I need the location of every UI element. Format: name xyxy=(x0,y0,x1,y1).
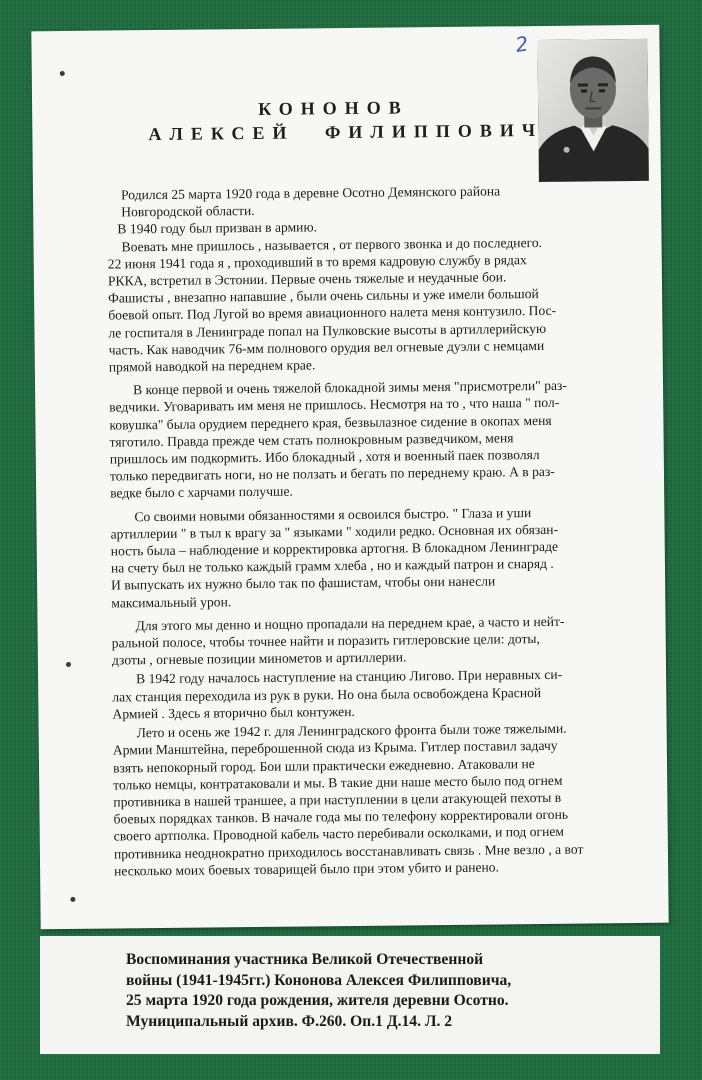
text-line: противника неоднократно приходилось восстанавливать связь . Мне везло , а вот xyxy=(113,841,584,862)
paragraph xyxy=(110,503,630,612)
text-line: ковушка" была орудием переднего края, безвылазное сидение в окопах меня xyxy=(109,412,552,433)
text-line: И выпускать их нужно было так по фашистам, чтобы они нанесли xyxy=(111,573,496,593)
document-sheet xyxy=(31,25,668,930)
paragraph xyxy=(112,666,632,723)
text-line: лах станция переходила из рук в руки. Но она была освобождена Красной xyxy=(112,684,542,705)
text-line: Для этого мы денно и нощно пропадали на переднем крае, а часто и нейт- xyxy=(135,613,565,634)
caption-line: 25 марта 1920 года рождения, жителя деревни Осотно. xyxy=(126,992,509,1009)
paragraph xyxy=(113,719,634,879)
handwritten-page-number: 2 xyxy=(513,31,530,57)
paragraph xyxy=(111,612,631,669)
text-line: Армии Манштейна, переброшенной сюда из Крыма. Гитлер поставил задачу xyxy=(112,738,558,758)
caption-line: Воспоминания участника Великой Отечественной xyxy=(126,951,484,968)
text-line: Фашисты , внезапно напавшие , были очень сильны и уже имели большой xyxy=(108,286,539,306)
text-line: Новгородской области. xyxy=(121,203,255,220)
text-line: ность была – наблюдение и корректировка артогня. В блокадном Ленинграде xyxy=(110,538,559,559)
text-line: тяготило. Правда прежде чем стать полнокровным разведчиком, меня xyxy=(109,430,514,450)
text-line: Армией . Здесь я вторично был контужен. xyxy=(112,703,355,722)
text-line: В 1940 году был призван в армию. xyxy=(117,219,318,237)
text-line: 22 июня 1941 года я , проходивший в то время кадровую службу в рядах xyxy=(107,251,527,272)
text-line: ле госпиталя в Ленинграде попал на Пулковские высоты в артиллерийскую xyxy=(108,320,547,341)
text-line: В конце первой и очень тяжелой блокадной зимы меня "присмотрели" раз- xyxy=(132,377,567,398)
paragraph xyxy=(109,376,629,502)
text-line: В 1942 году началось наступление на станцию Лигово. При неравных си- xyxy=(136,667,563,687)
title-surname: КОНОНОВ xyxy=(258,97,409,119)
caption-line: Муниципальный архив. Ф.260. Оп.1 Д.14. Л. 2 xyxy=(126,1012,453,1030)
caption-text xyxy=(126,950,626,1032)
text-line: противника в нашей траншее, а при наступлении в цели атакующей пехоты в xyxy=(113,789,562,810)
text-line: артиллерии " в тыл к врагу за " языками " ходили редко. Основная их обязан- xyxy=(110,521,559,542)
text-line: боевых порядках танков. В начале года мы по телефону корректировали огонь xyxy=(113,806,569,827)
text-line: прямой наводкой на переднем крае. xyxy=(108,357,316,375)
text-line: своего артполка. Проводной кабель часто перебивали осколками, и под огнем xyxy=(113,824,565,844)
text-line: часть. Как наводчик 76-мм полнового орудия вел огневые дуэли с немцами xyxy=(108,337,545,358)
paragraph xyxy=(117,181,627,238)
portrait-photo xyxy=(537,39,648,182)
text-line: на счету был не только каждый грамм хлеба , но и каждый патрон и снаряд . xyxy=(110,556,554,576)
text-line: дзоты , огневые позиции минометов и артиллерии. xyxy=(111,649,407,668)
text-line: только немцы, контратаковали и мы. В такие дни наше место было под огнем xyxy=(113,772,563,793)
text-line: Воевать мне пришлось , называется , от первого звонка и до последнего. xyxy=(121,234,543,254)
text-line: ведке было с харчами получше. xyxy=(110,484,293,501)
caption-line: войны (1941-1945гг.) Кононова Алексея Филипповича, xyxy=(126,971,512,989)
text-line: пришлось им подкормить. Ибо блокадный , хотя и военный паек позволял xyxy=(109,447,540,467)
text-line: ведчики. Уговаривать им меня не пришлось. Несмотря на то , что наша " пол- xyxy=(109,395,560,415)
text-line: Лето и осень же 1942 г. для Ленинградского фронта были тоже тяжелыми. xyxy=(136,720,567,741)
text-line: максимальный урон. xyxy=(111,593,232,611)
text-line: РККА, встретил в Эстонии. Первые очень тяжелые и неудачные бои. xyxy=(107,269,507,289)
punch-hole xyxy=(70,897,75,902)
text-line: взять непокорный город. Бои шли практически ежедневно. Атаковали не xyxy=(112,755,535,775)
text-line: Со своими новыми обязанностями я освоился быстро. " Глаза и уши xyxy=(134,504,532,524)
text-line: боевой опыт. Под Лугой во время авиационного налета меня контузило. Пос- xyxy=(108,303,557,323)
paragraph xyxy=(107,233,627,376)
title-given-names: АЛЕКСЕЙ ФИЛИППОВИЧ xyxy=(148,119,544,145)
text-line: несколько моих боевых товарищей было при этом убито и ранено. xyxy=(114,859,500,879)
memoir-text xyxy=(107,181,633,879)
punch-hole xyxy=(66,662,71,667)
punch-hole xyxy=(60,71,65,76)
text-line: только передвигать ноги, но не ползать и бегать по переднему краю. А в раз- xyxy=(109,464,555,484)
text-line: ральной полосе, чтобы точнее найти и поразить гитлеровские цели: доты, xyxy=(111,631,540,651)
caption-label xyxy=(40,936,660,1054)
text-line: Родился 25 марта 1920 года в деревне Осотно Демянского района xyxy=(120,183,501,203)
